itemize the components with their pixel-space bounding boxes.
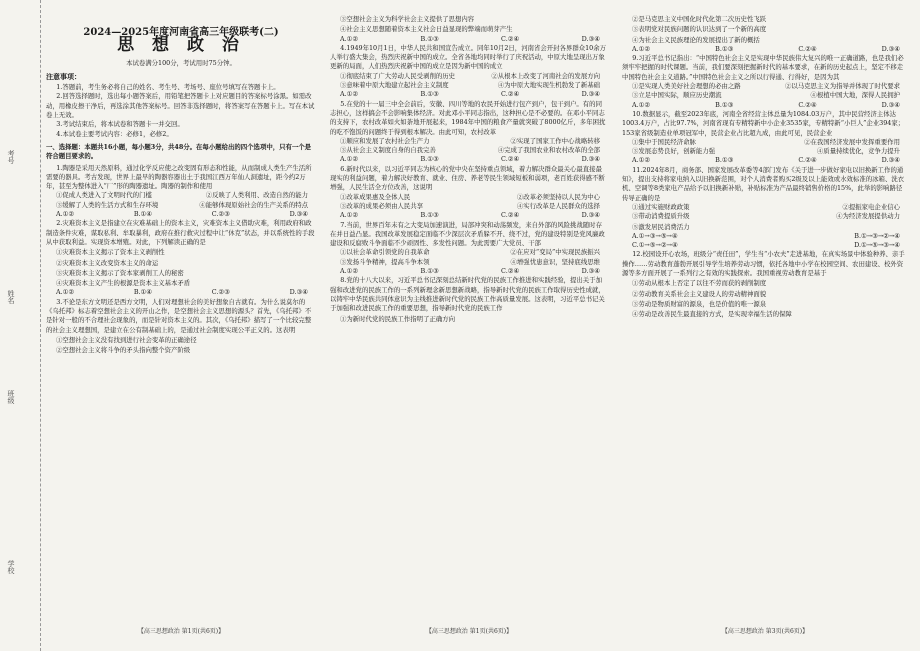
answer-choice: C.②④ <box>501 34 520 43</box>
option: ③缓解了人类的生活方式和生存环境 <box>56 200 159 209</box>
option: ④质量持续优化，竞争力提升 <box>816 147 900 156</box>
answer-choice: D.③④ <box>581 211 600 220</box>
option: ④为社会主义民族理论的发展提出了新的概括 <box>632 35 760 44</box>
option: ③从社会主义制度自身的自我完善 <box>340 146 436 155</box>
option: ④为经济发展提供动力 <box>836 212 900 221</box>
answer-choice: D.①→⑤→③→④ <box>854 241 900 250</box>
question-stem: 1.陶器是采用天然原料，通过化学反应使之改变固有形态和性能，从而制成人类生产生活所需要的器具。考古发现，世界上最早的陶器容器出土于我国江西万年仙人洞遗址，距今约2万年，甚至为整体进入“厂”形的陶器遗址。陶器的制作和使用 <box>46 163 312 191</box>
option: ②劳动教育关系社会主义建设人的劳动精神面貌 <box>632 289 767 298</box>
answer-choice: C.②④ <box>798 156 817 165</box>
binding-margin <box>0 0 41 651</box>
notice-item: 2.回答选择题时，选出每小题答案后，用铅笔把答题卡上对应题目的答案标号涂黑。如需改动，用橡皮擦干净后，再选涂其他答案标号。回答非选择题时，将答案写在答题卡上。写在本试卷上无效。 <box>46 92 315 120</box>
option: ①通过实施财政政策 <box>632 202 690 211</box>
answer-choice: B.①③ <box>715 100 734 109</box>
option: ③发展态势良好，创新能力强 <box>632 147 716 156</box>
option: ①促成人类进入了文明时代的门槛 <box>56 191 152 200</box>
answer-choice: C.②③ <box>211 288 230 297</box>
option: ①顺应和发展了农村社会生产力 <box>340 136 430 145</box>
option: ②改革必须坚持以人民为中心 <box>516 192 600 201</box>
question-stem: 12.校园设开心农场，班级分“责任田”，学生当“小农夫”走进基地，在真实场景中体验种养、亲手操作……劳动教育蓬勃开展引导学生培养劳动习惯，依托各地中小学在校园空间、农田建设、校外资源等多方面开展了一系列行之有效的实践探索。我国重视劳动教育是基于 <box>622 250 905 278</box>
notice-item: 1.答题前，考生务必将自己的姓名、考生号、考场号、座位号填写在答题卡上。 <box>56 83 280 92</box>
answer-choice: B.①③ <box>420 155 439 164</box>
option: ②空想社会主义将斗争的矛头指向整个资产阶级 <box>56 346 191 355</box>
answer-choice: D.③④ <box>289 288 308 297</box>
option: ①彻底结束了广大劳动人民受剥削的历史 <box>340 71 456 80</box>
question-stem: 11.2024年8月，商务部、国家发展改革委等4部门发布《关于进一步做好家电以旧换新工作的通知》，提出支持将家电纳入以旧换新范围，对个人消费者购买2级及以上能效或水效标准的冰箱、洗衣机、空调等8类家电产品给予以旧换新补贴，补贴标准为产品最终销售价格的15%，此举的影响路径传导正确的是 <box>622 165 905 202</box>
answer-choice: D.③④ <box>881 156 900 165</box>
option: ③改革的成果必须由人民共享 <box>340 201 424 210</box>
page-column-3 <box>622 14 908 634</box>
answer-choice: A.①② <box>56 288 75 297</box>
answer-choice: C.②④ <box>501 211 520 220</box>
answer-choice: A.①② <box>340 211 359 220</box>
option: ④完成了我国农业和农村改革的全部 <box>497 146 600 155</box>
option: ④增强忧患意识，坚持底线思维 <box>510 257 600 266</box>
question-stem: 4.1949年10月1日，中华人民共和国宣告成立。同年10月2日，河南省会开封各界群众10余万人举行盛大集会，热烈庆祝新中国的成立。全省各地均同时举行了庆祝活动，中原大地呈现出万象更新的局面，人们热烈庆祝新中国的成立是因为新中国的成立 <box>330 43 607 71</box>
answer-choice: A.①② <box>340 34 359 43</box>
answer-choice: A.①② <box>340 155 359 164</box>
question-stem: 9.习近平总书记指出：“中国特色社会主义是实现中华民族伟大复兴的唯一正确道路，也是我们必须牢牢把握的时代课题。当前，我们要深刻把握新时代的基本要求，在新的历史起点上，坚定不移走中国特色社会主义道路。”中国特色社会主义之所以行得通、行得好，是因为其 <box>622 54 904 81</box>
option: ④能够体现原始社会的生产关系的特点 <box>199 200 308 209</box>
option: ④实行改革是人民群众的选择 <box>516 201 600 210</box>
option: ④劳动是改善民生最直接的方式，是实现幸福生活的保障 <box>632 310 792 319</box>
binding-label-name: 姓名 <box>7 290 15 304</box>
question-stem: 7.当前，世界百年未有之大变局加速演进，局部冲突和动荡频发，来自外部的风险挑战随时存在并日益凸显。我国改革发展稳定面临不少深层次矛盾躲不开、绕不过，党的建设特别是党风廉政建设和反腐败斗争面临不少顽固性、多发性问题。为此需要广大党员、干部 <box>330 220 605 248</box>
answer-choice: B.①③ <box>420 34 439 43</box>
answer-choice: D.③④ <box>581 34 600 43</box>
option: ①劳动从根本上否定了以往不劳而获的剥削制度 <box>632 279 767 288</box>
answer-choice: C.②④ <box>501 155 520 164</box>
page-column-1 <box>46 14 316 634</box>
answer-choice: D.③④ <box>881 44 900 53</box>
answer-choice: A.①② <box>56 210 75 219</box>
answer-choice: D.③④ <box>289 210 308 219</box>
option: ②以马克思主义为指导并体现了时代要求 <box>784 82 900 91</box>
option: ②灾难资本主义改变资本主义的命运 <box>56 258 159 267</box>
answer-choice: D.③④ <box>581 267 600 276</box>
option: ②实现了国家工作中心战略转移 <box>510 136 600 145</box>
option: ①灾难资本主义揭示了资本主义剥削性 <box>56 248 165 257</box>
question-stem: 3.不论是东方文明还是西方文明，人们对理想社会的美好想象自古就有。为什么说莫尔的《乌托邦》标志着空想社会主义的开山之作，是空想社会主义思想的源头？首先，《乌托邦》不是针对一般的不合理社会现象的，而是针对资本主义的。其次，《乌托邦》描写了一个比较完整的社会主义理想国，是建立在公有制基础上的，是通过社会制度实现公平正义的。这表明 <box>46 297 312 334</box>
page-column-2 <box>330 14 608 634</box>
question-stem: 10.数据显示，截至2023年底，河南全省经营主体总量为1084.03万户，其中民营经济主体达1003.4万户，占比97.7%，河南省现有专精特新中小企业3535家，专精特新“小巨人”企业394家；153家省级制造业单项冠军中，民营企业占比超九成，由此可见，民营企业 <box>622 109 905 137</box>
answer-choice: D.③④ <box>881 100 900 109</box>
option: ③意味着中原大地建立起社会主义制度 <box>340 81 449 90</box>
page-footer: 【高三思想政治 第1页(共6页)】 <box>137 627 225 634</box>
question-stem: 8.党的十八大以来，习近平总书记深刻总结新时代党的民族工作推进和实践经验，提出关于加强和改进党的民族工作的一系列新理念新思想新战略，指导新时代党的民族工作取得历史性成就，以铸牢中华民族共同体意识为主线推进新时代党的民族工作高质量发展。这表明，习近平总书记关于加强和改进民族工作的重要思想，指导新时代党的民族工作 <box>330 276 605 313</box>
option: ④为中原大地实现生机勃发了新基础 <box>497 81 600 90</box>
answer-choice: C.②④ <box>501 90 520 99</box>
answer-choice: B.①→③→②→④ <box>854 231 900 240</box>
answer-choice: B.①③ <box>715 44 734 53</box>
option: ④根植中国大地，深得人民拥护 <box>810 91 900 100</box>
option: ③灾难资本主义揭示了资本家剥削工人的秘密 <box>56 268 184 277</box>
answer-choice: D.③④ <box>581 90 600 99</box>
question-stem: 6.新时代以来，以习近平同志为核心的党中央在坚持重点领域，着力解决群众最关心最直接最现实的利益问题，着力解决好教育、就业、住房、养老等民生领域短板和弱项，老百姓获得感不断增强，人民生活全方位改善，这说明 <box>330 164 605 192</box>
exam-note: 本试卷满分100分，考试用时75分钟。 <box>126 58 236 67</box>
section-heading: 一、选择题：本题共16小题，每小题3分，共48分。在每小题给出的四个选项中，只有一个是符合题目要求的。 <box>46 142 312 161</box>
option: ④灾难资本主义产生的根源是资本主义基本矛盾 <box>56 279 191 288</box>
answer-choice: D.③④ <box>581 155 600 164</box>
option: ①为新时代党的民族工作指明了正确方向 <box>340 314 456 323</box>
answer-choice: A.①② <box>632 156 651 165</box>
question-stem: 2.灾难资本主义是指建立在灾难基础上的资本主义，灾难资本主义借助灾难，利用政府和政制造条件灾难，谋取私利、牟取暴利，政府在推行救灾过程中让“休克”状态，并以系统性的手段从中获取利益。实现资本增殖。对此，下列解读正确的是 <box>46 219 315 246</box>
page-footer: 【高三思想政治 第1页(共6页)】 <box>425 627 513 634</box>
option: ⑤激发居民消费活力 <box>632 222 690 231</box>
answer-choice: B.①④ <box>133 288 153 297</box>
answer-choice: B.①③ <box>420 90 439 99</box>
option: ①是实现人类美好社会理想的必由之路 <box>632 82 741 91</box>
answer-choice: B.①③ <box>715 156 734 165</box>
option: ②是马克思主义中国化时代化第二次历史性飞跃 <box>632 15 767 23</box>
answer-choice: C.①→⑤→②→④ <box>632 241 678 250</box>
option: ③空想社会主义为科学社会主义提供了思想内容 <box>340 15 475 23</box>
binding-label-school: 学校 <box>7 560 15 574</box>
option: ①集中于国民经济命脉 <box>632 137 696 146</box>
answer-choice: B.①④ <box>133 210 153 219</box>
answer-choice: B.①③ <box>420 267 439 276</box>
option: ③劳动是物质财富的源泉，也是价值的唯一源泉 <box>632 299 767 308</box>
option: ②提振家电企业信心 <box>842 202 900 211</box>
question-stem: 5.在党的十一届三中全会前后，安徽、四川等地的农民开始进行包产到户，包干到户。有的同志担心，这样搞会不会影响集体经济。对此邓小平同志指出，这种担心是不必要的。在邓小平同志的支持下，农村改革如火如荼地开展起来，1984年中国的粮食产量就突破了8000亿斤，多年困扰的吃不饱饭的问题终于得到根本解决。由此可知，农村改革 <box>330 99 606 136</box>
answer-choice: A.①② <box>340 90 359 99</box>
notice-item: 4.本试卷主要考试内容：必修1，必修2。 <box>56 129 173 138</box>
option: ①改革成果惠及全体人民 <box>340 192 411 201</box>
answer-choice: B.①③ <box>420 211 439 220</box>
option: ④社会主义思想随着资本主义社会日益显现的弊端而萌芽产生 <box>340 25 513 34</box>
answer-choice: A.①② <box>632 44 651 53</box>
option: ②从根本上改变了河南社会的发展方向 <box>491 71 600 80</box>
binding-label-class: 班级 <box>7 390 15 404</box>
page-footer: 【高三思想政治 第3页(共6页)】 <box>721 627 809 634</box>
answer-choice: C.②④ <box>798 44 817 53</box>
subject-title: 思 想 政 治 <box>117 35 245 56</box>
option: ①以社会革命引领党的自我革命 <box>340 248 430 257</box>
binding-label-exam-no: 考号 <box>7 150 15 164</box>
answer-choice: C.②④ <box>501 267 520 276</box>
option: ①空想社会主义没有找到进行社会变革的正确途径 <box>56 335 197 344</box>
option: ③发扬斗争精神，提高斗争本领 <box>340 257 430 266</box>
answer-choice: A.①② <box>340 267 359 276</box>
option: ②在应对“变局”中实现民族振兴 <box>510 248 600 257</box>
notice-item: 3.考试结束后，将本试卷和答题卡一并交回。 <box>56 120 184 129</box>
option: ②在我国经济发展中发挥重要作用 <box>804 137 900 146</box>
exam-title: 2024—2025年度河南省高三年级联考(二) <box>83 27 279 38</box>
answer-choice: A.①→③→⑤→④ <box>632 231 678 240</box>
answer-choice: A.①② <box>632 100 651 109</box>
option: ③表明党对民族问题的认识达到了一个新的高度 <box>632 25 767 34</box>
option: ③立足中国实际，顺应历史潮流 <box>632 91 722 100</box>
option: ②反映了人类利用、改造自然的能力 <box>205 191 308 200</box>
answer-choice: C.②④ <box>798 100 817 109</box>
option: ③带动消费提质升级 <box>632 212 690 221</box>
notice-heading: 注意事项： <box>46 71 81 81</box>
answer-choice: C.②③ <box>211 210 230 219</box>
